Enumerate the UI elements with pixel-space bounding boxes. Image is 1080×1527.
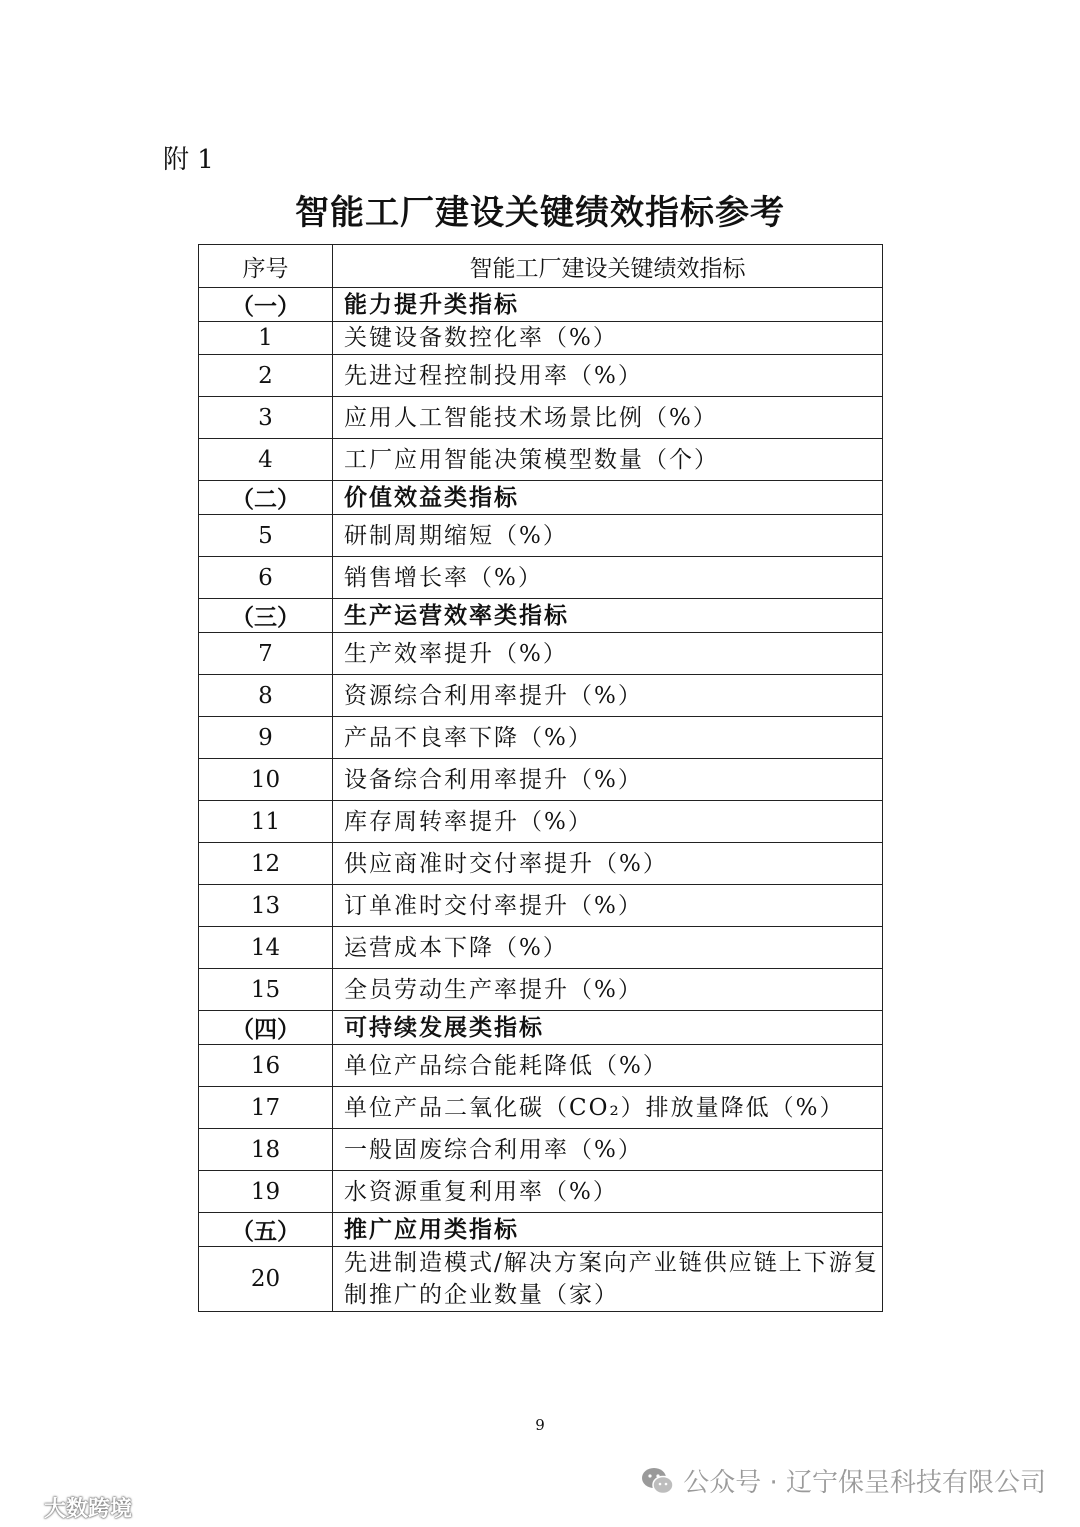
weibo-watermark-text: 大数跨境 <box>44 1497 133 1522</box>
section-title-cell: 可持续发展类指标 <box>333 1011 883 1045</box>
indicator-cell: 先进制造模式/解决方案向产业链供应链上下游复制推广的企业数量（家） <box>333 1247 883 1312</box>
indicator-cell: 关键设备数控化率（%） <box>333 322 883 355</box>
section-row <box>199 288 883 322</box>
indicator-cell: 供应商准时交付率提升（%） <box>333 843 883 885</box>
indicator-cell: 水资源重复利用率（%） <box>333 1171 883 1213</box>
serial-cell: 15 <box>199 969 333 1011</box>
serial-cell: （五） <box>199 1213 333 1247</box>
serial-cell: 11 <box>199 801 333 843</box>
section-row <box>199 599 883 633</box>
serial-cell: （一） <box>199 288 333 322</box>
serial-cell: 1 <box>199 322 333 355</box>
serial-cell: 19 <box>199 1171 333 1213</box>
table-row <box>199 397 883 439</box>
section-title-cell: 生产运营效率类指标 <box>333 599 883 633</box>
indicator-cell: 全员劳动生产率提升（%） <box>333 969 883 1011</box>
table-row <box>199 1087 883 1129</box>
section-row <box>199 1011 883 1045</box>
indicator-cell: 销售增长率（%） <box>333 557 883 599</box>
serial-cell: 18 <box>199 1129 333 1171</box>
table-row <box>199 1045 883 1087</box>
wechat-watermark-text: 公众号 · 辽宁保呈科技有限公司 <box>683 1468 1046 1498</box>
serial-cell: 5 <box>199 515 333 557</box>
table-row <box>199 927 883 969</box>
kpi-table-body <box>199 288 883 1312</box>
table-row <box>199 515 883 557</box>
table-row <box>199 439 883 481</box>
table-header-row <box>199 245 883 288</box>
indicator-cell: 运营成本下降（%） <box>333 927 883 969</box>
indicator-cell: 订单准时交付率提升（%） <box>333 885 883 927</box>
table-row <box>199 1247 883 1312</box>
wechat-watermark <box>641 1462 1046 1499</box>
table-row <box>199 717 883 759</box>
indicator-cell: 产品不良率下降（%） <box>333 717 883 759</box>
serial-cell: 2 <box>199 355 333 397</box>
section-row <box>199 1213 883 1247</box>
weibo-icon <box>10 1495 40 1521</box>
header-indicator: 智能工厂建设关键绩效指标 <box>333 245 883 288</box>
table-row <box>199 759 883 801</box>
serial-cell: 13 <box>199 885 333 927</box>
section-row <box>199 481 883 515</box>
serial-cell: 4 <box>199 439 333 481</box>
table-row <box>199 355 883 397</box>
section-title-cell: 推广应用类指标 <box>333 1213 883 1247</box>
serial-cell: （二） <box>199 481 333 515</box>
indicator-cell: 应用人工智能技术场景比例（%） <box>333 397 883 439</box>
table-row <box>199 1171 883 1213</box>
table-row <box>199 885 883 927</box>
weibo-watermark <box>10 1492 132 1523</box>
serial-cell: 12 <box>199 843 333 885</box>
indicator-cell: 工厂应用智能决策模型数量（个） <box>333 439 883 481</box>
indicator-cell: 设备综合利用率提升（%） <box>333 759 883 801</box>
table-row <box>199 675 883 717</box>
table-row <box>199 969 883 1011</box>
section-title-cell: 价值效益类指标 <box>333 481 883 515</box>
document-title: 智能工厂建设关键绩效指标参考 <box>295 193 785 233</box>
indicator-cell: 一般固废综合利用率（%） <box>333 1129 883 1171</box>
section-title-cell: 能力提升类指标 <box>333 288 883 322</box>
serial-cell: 14 <box>199 927 333 969</box>
wechat-icon <box>641 1466 675 1496</box>
indicator-cell: 先进过程控制投用率（%） <box>333 355 883 397</box>
serial-cell: 3 <box>199 397 333 439</box>
table-row <box>199 633 883 675</box>
indicator-cell: 资源综合利用率提升（%） <box>333 675 883 717</box>
serial-cell: 6 <box>199 557 333 599</box>
indicator-cell: 单位产品综合能耗降低（%） <box>333 1045 883 1087</box>
indicator-cell: 库存周转率提升（%） <box>333 801 883 843</box>
serial-cell: 7 <box>199 633 333 675</box>
serial-cell: 9 <box>199 717 333 759</box>
serial-cell: （三） <box>199 599 333 633</box>
indicator-cell: 生产效率提升（%） <box>333 633 883 675</box>
table-row <box>199 843 883 885</box>
table-row <box>199 557 883 599</box>
table-row <box>199 322 883 355</box>
kpi-table <box>198 244 883 1312</box>
indicator-cell: 研制周期缩短（%） <box>333 515 883 557</box>
page-number: 9 <box>535 1416 545 1434</box>
serial-cell: 16 <box>199 1045 333 1087</box>
serial-cell: 20 <box>199 1247 333 1312</box>
header-serial: 序号 <box>199 245 333 288</box>
serial-cell: 8 <box>199 675 333 717</box>
indicator-cell: 单位产品二氧化碳（CO₂）排放量降低（%） <box>333 1087 883 1129</box>
serial-cell: 10 <box>199 759 333 801</box>
table-row <box>199 1129 883 1171</box>
serial-cell: 17 <box>199 1087 333 1129</box>
annex-label: 附 1 <box>163 145 214 175</box>
table-row <box>199 801 883 843</box>
serial-cell: （四） <box>199 1011 333 1045</box>
